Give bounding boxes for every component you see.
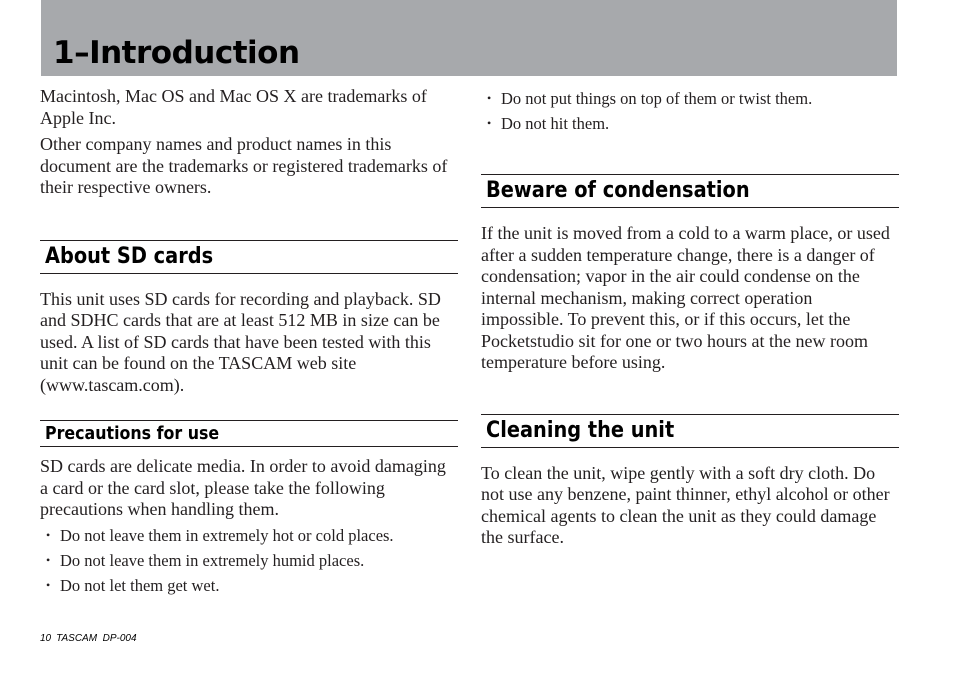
- section-heading-about-sd-cards: [40, 240, 458, 274]
- cleaning-paragraph: To clean the unit, wipe gently with a soft dry cloth. Do not use any benzene, paint thinner, ethyl alcohol or other chemical agents to clean the unit as they could damage the surface.: [481, 462, 890, 547]
- chapter-header-bar: [41, 0, 897, 76]
- list-item: • Do not let them get wet.: [40, 573, 458, 598]
- list-item: • Do not leave them in extremely hot or cold places.: [40, 523, 458, 548]
- precautions-list-right: [481, 86, 899, 136]
- list-item: • Do not hit them.: [481, 111, 899, 136]
- section-heading-label: Precautions for use: [45, 423, 220, 444]
- right-column: [481, 86, 899, 549]
- section-heading-condensation: [481, 174, 899, 208]
- list-item: • Do not leave them in extremely humid places.: [40, 548, 458, 573]
- trademark-paragraph-others: Other company names and product names in this document are the trademarks or registered trademarks of their respective owners.: [40, 134, 448, 197]
- product-name: TASCAM DP-004: [56, 633, 137, 644]
- condensation-paragraph: If the unit is moved from a cold to a warm place, or used after a sudden temperature change, there is a danger of condensation; vapor in the air could condense on the internal mechanism, making correct operation impossible. To prevent this, or if this occurs, let the Pocketstudio sit for one or two hours at the new room temperature before using.: [481, 223, 890, 372]
- section-heading-label: Beware of condensation: [486, 178, 750, 203]
- chapter-title: 1–Introduction: [53, 35, 300, 71]
- section-heading-label: About SD cards: [45, 243, 214, 269]
- section-heading-label: Cleaning the unit: [486, 417, 675, 443]
- precautions-list-left: [40, 523, 458, 598]
- section-heading-cleaning: [481, 414, 899, 448]
- sd-cards-paragraph: This unit uses SD cards for recording and playback. SD and SDHC cards that are at least 512 MB in size can be used. A list of SD cards that have been tested with this unit can be found on the TASCAM web site (www.tascam.com).: [40, 288, 441, 395]
- left-column: [40, 86, 458, 598]
- page-footer: [40, 633, 137, 644]
- precautions-paragraph: SD cards are delicate media. In order to avoid damaging a card or the card slot, please take the following precautions when handling them.: [40, 456, 446, 519]
- list-item: • Do not put things on top of them or twist them.: [481, 86, 899, 111]
- section-heading-precautions: [40, 420, 458, 447]
- trademark-paragraph-apple: Macintosh, Mac OS and Mac OS X are trademarks of Apple Inc.: [40, 86, 427, 128]
- page-number: 10: [40, 633, 52, 644]
